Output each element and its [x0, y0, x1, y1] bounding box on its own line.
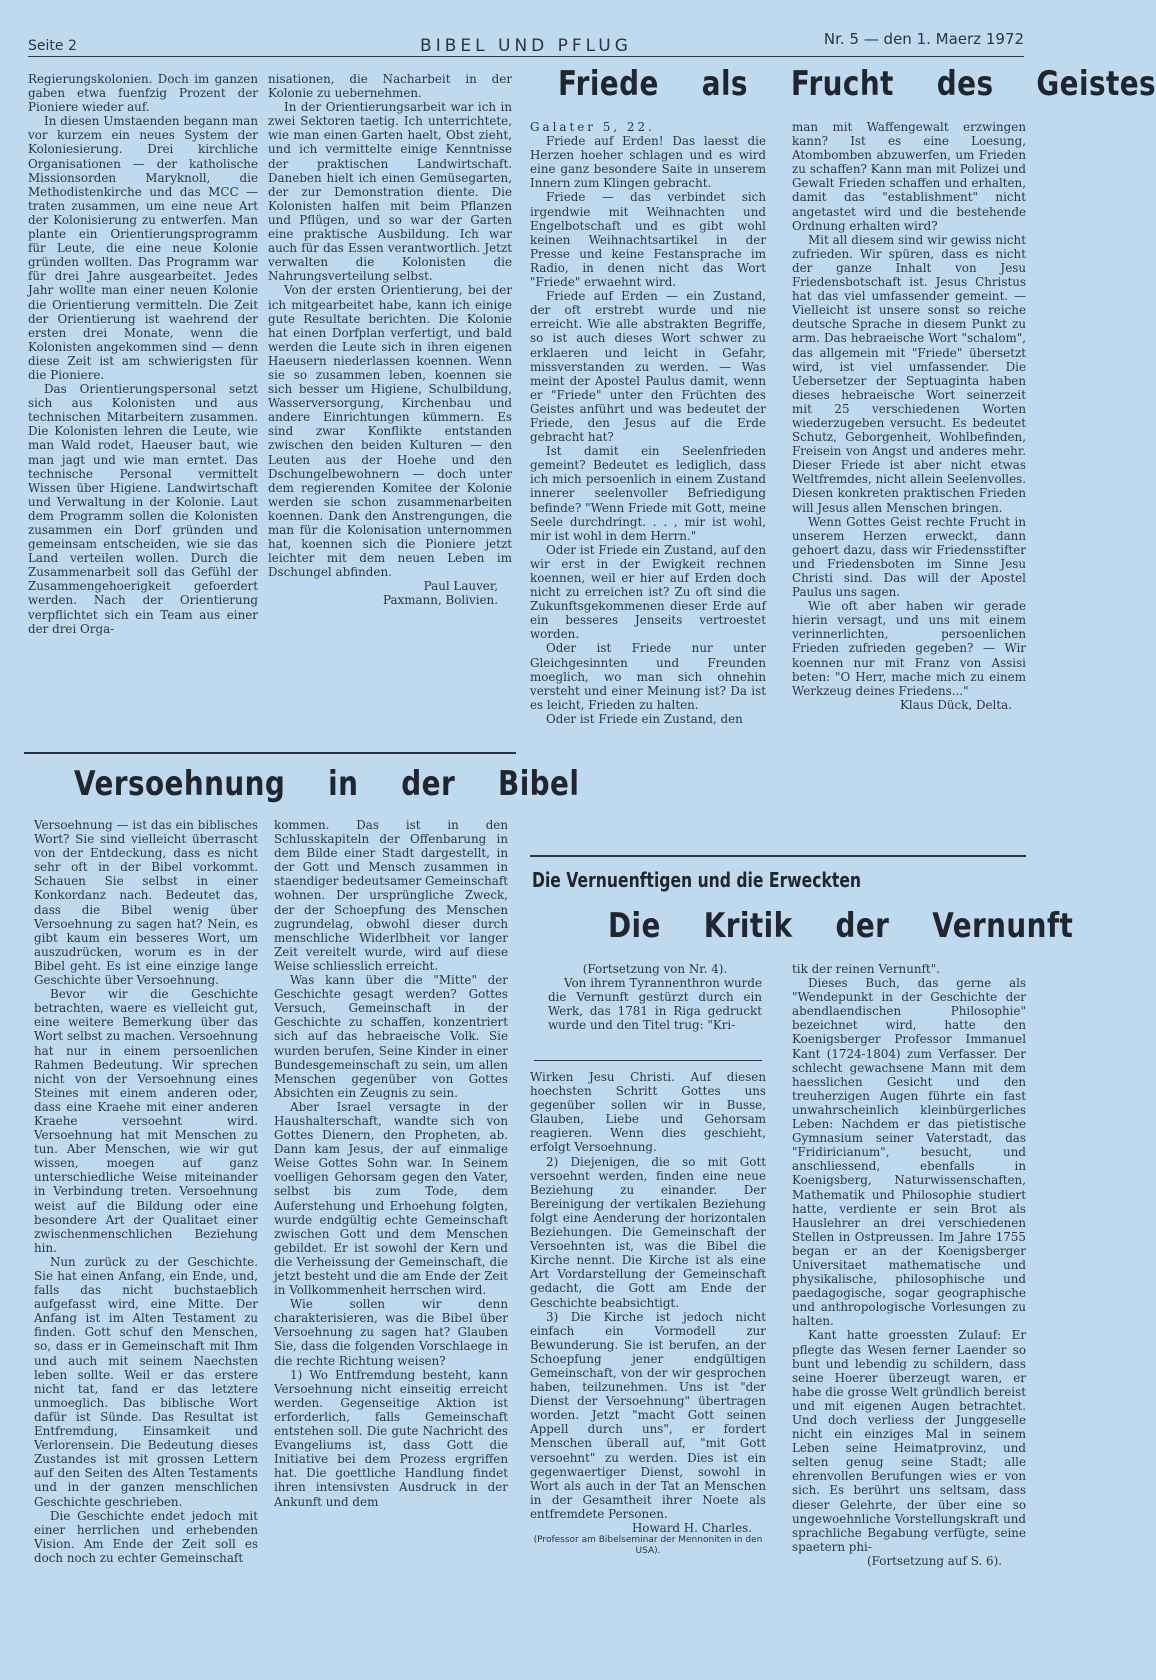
- paragraph: Friede auf Erden! Das laesst die Herzen hoeher schlagen und es wird eine ganz besondere Saite in unserem Innern zum Klingen gebracht.: [530, 134, 766, 191]
- author-note: (Professor am Bibelseminar der Mennoniten in den USA).: [533, 1535, 763, 1557]
- paragraph: Von der ersten Orientierung, bei der ich mitgearbeitet habe, kann ich einige gute Resultate berichten. Die Kolonie hat einen Dorfplan verfertigt, und bald werden die Leute sich in ihren eigenen Haeusern niederlassen koennen. Wenn sie so zusammen leben, koennen sie sich besser um Higiene, Schulbildung, Wasserversorgung, Kirchenbau und andere Einrichtungen kümmern. Es sind zwar Konflikte entstanden zwischen den beiden Kulturen — den Leuten aus der Hoehe und den Dschungelbewohnern — doch unter dem regierenden Komitee der Kolonie werden sie schon zusammenarbeiten koennen. Dank den Anstrengungen, die man für die Kolonisation unternommen hat, koennen sich die Pioniere jetzt leichter mit dem neuen Leben im Dschungel abfinden.: [268, 283, 512, 580]
- versoehnung-headline: Versoehnung in der Bibel: [74, 764, 580, 804]
- column-divider: [534, 1060, 762, 1061]
- paragraph: Was kann über die "Mitte" der Geschichte gesagt werden? Gottes Versuch, Gemeinschaft in der Geschichte zu schaffen, konzentriert sich auf das hebraeische Volk. Sie wurden berufen, Seine Kinder in einer Bundesgemeinschaft zu sein, um allen Menschen gegenüber von Gottes Absichten ein Zeugnis zu sein.: [274, 973, 508, 1100]
- paragraph: man mit Waffengewalt erzwingen kann? Ist es eine Loesung, Atombomben abzuwerfen, um Frieden zu schaffen? Kann man mit Polizei und Gewalt Frieden schaffen und erhalten, damit das "establishment" nicht angetastet wird und die bestehende Ordnung erhalten wird?: [792, 120, 1026, 233]
- paragraph: Wirken Jesu Christi. Auf diesen hoechsten Schritt Gottes uns gegenüber sollen wir in Busse, Glauben, Liebe und Gehorsam reagieren. Wenn dies geschieht, erfolgt Versoehnung.: [530, 1070, 766, 1155]
- paragraph: Versoehnung — ist das ein biblisches Wort? Sie sind vielleicht überrascht von der Entdeckung, dass es nicht sehr oft in der Bibel vorkommt. Schauen Sie selbst in einer Konkordanz nach. Bedeutet das, dass die Bibel wenig über Versoehnung zu sagen hat? Nein, es gibt kaum ein besseres Wort, um auszudrücken, worum es in der Bibel geht. Es ist eine einzige lange Geschichte über Versoehnung.: [34, 818, 258, 988]
- kolonie-column-1: [28, 72, 258, 744]
- page-number: Seite 2: [28, 38, 77, 54]
- paragraph: 1) Wo Entfremdung besteht, kann Versoehnung nicht einseitig erreicht werden. Gegenseitige Aktion ist erforderlich, falls Gemeinschaft entstehen soll. Die gute Nachricht des Evangeliums ist, dass Gott die Initiative bei dem Prozess ergriffen hat. Die goettliche Handlung findet ihren intensivsten Ausdruck in der Ankunft und dem: [274, 1367, 508, 1509]
- paragraph: Mit all diesem sind wir gewiss nicht zufrieden. Wir spüren, dass es nicht der ganze Inhalt von Jesu Friedensbotschaft ist. Jesus Christus hat das viel umfassender gemeint. — Vielleicht ist unsere sonst so reiche deutsche Sprache in diesem Punkt zu arm. Das hebraeische Wort "schalom", das allgemein mit "Friede" übersetzt wird, ist viel umfassender. Die Uebersetzer der Septuaginta haben dieses hebraeische Wort seinerzeit mit 25 verschiedenen Worten wiederzugeben versucht. Es bedeutet Schutz, Geborgenheit, Wohlbefinden, Freisein von Angst und anderes mehr. Dieser Friede ist aber nicht etwas Weltfremdes, nicht allein Seelenvolles. Diesen konkreten praktischen Frieden will Jesus allen Menschen bringen.: [792, 232, 1027, 515]
- paragraph: Oder ist Friede ein Zustand, auf den wir erst in der Ewigkeit rechnen koennen, weil er hier auf Erden doch nicht zu erreichen ist? Zu oft sind die Zukunftsgekommenen dieser Erde auf ein besseres Jenseits vertroestet worden.: [530, 542, 766, 642]
- paragraph: Wie oft aber haben wir gerade hierin versagt, und uns mit einem verinnerlichten, persoenlichen Frieden zufrieden gegeben? — Wir koennen nur mit Franz von Assisi beten: "O Herr, mache mich zu einem Werkzeug deines Friedens...": [792, 599, 1026, 698]
- friede-headline: Friede als Frucht des Geistes: [558, 64, 1156, 104]
- continued-note: (Fortsetzung auf S. 6).: [867, 1553, 1002, 1568]
- versoehnung-column-1: [34, 818, 258, 1656]
- versoehnung-column-2: [274, 818, 508, 1656]
- kritik-column-1: [548, 962, 762, 1050]
- versoehnung-column-3: [530, 1070, 766, 1660]
- paragraph: 2) Diejenigen, die so mit Gott versoehnt werden, finden eine neue Beziehung zu einander. Der Bereinigung der vertikalen Beziehung folgt eine Aenderung der horizontalen Beziehungen. Die Gemeinschaft der Versoehnten ist, was die Bibel die Kirche nennt. Die Kirche ist als eine Art Vordarstellung der Gemeinschaft gedacht, die Gott am Ende der Geschichte beabsichtigt.: [530, 1154, 766, 1310]
- kolonie-column-2: [268, 72, 512, 744]
- paragraph: Das Orientierungspersonal setzt sich aus Kolonisten und aus technischen Mitarbeitern zusammen. Die Kolonisten lehren die Leute, wie man Wald rodet, Haeuser baut, wie man jagt und wie man erntet. Das technische Personal vermittelt Wissen über Higiene. Landwirtschaft und Verwaltung in der Kolonie. Laut dem Programm sollen die Kolonisten zusammen ein Dorf gründen und gemeinsam entscheiden, wie sie das Land verteilen wollen. Durch die Zusammenarbeit soll das Gefühl der Zusammengehoerigkeit gefoerdert werden. Nach der Orientierung verpflichtet sich ein Team aus einer der drei Orga-: [28, 382, 258, 636]
- friede-column-1: [530, 120, 766, 845]
- author-place: Paxmann, Bolivien.: [383, 593, 498, 608]
- paragraph: Ist damit ein Seelenfrieden gemeint? Bedeutet es lediglich, dass ich mich persoenlich in einem Zustand innerer seelenvoller Befriedigung befinde? "Wenn Friede mit Gott, meine Seele durchdringt. . . , mir ist wohl, mir ist wohl in dem Herrn.": [530, 444, 766, 543]
- paragraph: Friede auf Erden — ein Zustand, der oft erstrebt wurde und nie erreicht. Wie alle abstrakten Begriffe, so ist auch dieses Wort schwer zu erklaeren und leicht in Gefahr, missverstanden zu werden. — Was meint der Apostel Paulus damit, wenn er "Friede" unter den Früchten des Geistes anführt und was bedeutet der Friede, den Jesus auf die Erde gebracht hat?: [530, 289, 766, 445]
- paragraph: tik der reinen Vernunft".: [792, 962, 940, 976]
- paragraph: Oder ist Friede ein Zustand, den: [546, 711, 743, 726]
- paragraph: Nun zurück zu der Geschichte. Sie hat einen Anfang, ein Ende, und, falls das nicht buchstaeblich aufgefasst wird, eine Mitte. Der Anfang ist im Alten Testament zu finden. Gott schuf den Menschen, so, dass er in Gemeinschaft mit Ihm und auch mit seinem Naechsten leben sollte. Weil er das erstere nicht tat, fand er das letztere unmoeglich. Das biblische Wort dafür ist Sünde. Das Resultat ist Entfremdung, Einsamkeit und Verlorensein. Die Bedeutung dieses Zustandes ist mit grossen Lettern auf den Seiten des Alten Testaments und in der ganzen menschlichen Geschichte geschrieben.: [34, 1254, 258, 1509]
- paragraph: In diesen Umstaenden begann man vor kurzem ein neues System der Koloniesierung. Drei kirchliche Organisationen — der katholische Missionsorden Maryknoll, die Methodistenkirche und das MCC — traten zusammen, um eine neue Art der Kolonisierung zu entwerfen. Man plante ein Orientierungsprogramm für Leute, die eine neue Kolonie gründen wollten. Das Programm war für drei Jahre ausgearbeitet. Jedes Jahr wollte man einer neuen Kolonie die Orientierung vermitteln. Die Zeit der Orientierung ist waehrend der ersten drei Monate, wenn die Kolonisten angekommen sind — denn diese Zeit ist am schwierigsten für die Pioniere.: [28, 114, 258, 382]
- paragraph: Friede — das verbindet sich irgendwie mit Weihnachten und Engelbotschaft und es gibt wohl keinen Weihnachtsartikel in der Presse und keine Festansprache im Radio, in denen nicht das Wort "Friede" erwaehnt wird.: [530, 190, 766, 290]
- page-header: [28, 30, 1024, 57]
- author-signature: Howard H. Charles.: [631, 1521, 752, 1535]
- section-divider: [24, 752, 516, 754]
- masthead-title: BIBEL UND PFLUG: [420, 36, 632, 56]
- paragraph: Oder ist Friede nur unter Gleichgesinnten und Freunden moeglich, wo man sich ohnehin versteht und einer Meinung ist? Da ist es leicht, Frieden zu halten.: [530, 641, 766, 712]
- kritik-column-2: [792, 962, 1026, 1660]
- paragraph: Wenn Gottes Geist rechte Frucht in unserem Herzen erweckt, dann gehoert dazu, dass wir Friedensstifter und Friedensboten im Sinne Jesu Christi sind. Das will der Apostel Paulus uns sagen.: [792, 514, 1026, 600]
- continuation-note: (Fortsetzung von Nr. 4).: [582, 962, 728, 976]
- paragraph: 3) Die Kirche ist jedoch nicht einfach ein Vormodell zur Bewunderung. Sie ist berufen, an der Schoepfung jener endgültigen Gemeinschaft, von der wir gesprochen haben, teilzunehmen. Uns ist "der Dienst der Versoehnung" übertragen worden. Jetzt "macht Gott seinen Appell durch uns", er fordert Menschen überall auf, "mit Gott versoehnt" zu werden. Dies ist ein gegenwaertiger Dienst, sowohl in Wort als auch in der Tat an Menschen in der Gesamtheit ihrer Noete als entfremdete Personen.: [530, 1309, 766, 1521]
- paragraph: Kant hatte groessten Zulauf: Er pflegte das Wesen ferner Laender so bunt und lebendig zu schildern, dass seine Hoerer überzeugt waren, er habe die grosse Welt gründlich bereist und mit eigenen Augen betrachtet. Und doch verliess der Junggeselle nicht ein einziges Mal in seinem Leben seine Heimatprovinz, und selten genug seine Stadt; alle ehrenvollen Berufungen wies er von sich. Es berührt uns seltsam, dass dieser Gelehrte, der über eine so ungewoehnliche Vorstellungskraft und sprachliche Begabung verfügte, seine spaetern phi-: [792, 1328, 1026, 1554]
- paragraph: Von ihrem Tyrannenthron wurde die Vernunft gestürzt durch ein Werk, das 1781 in Riga gedruckt wurde und den Titel trug: "Kri-: [548, 976, 762, 1033]
- issue-date: Nr. 5 — den 1. Maerz 1972: [823, 30, 1024, 48]
- kritik-headline: Die Kritik der Vernunft: [608, 906, 1074, 946]
- paragraph: Die Geschichte endet jedoch mit einer herrlichen und erhebenden Vision. Am Ende der Zeit soll es doch noch zu echter Gemeinschaft: [34, 1508, 258, 1565]
- paragraph: Dieses Buch, das gerne als "Wendepunkt in der Geschichte der abendlaendischen Philosophie" bezeichnet wird, hatte den Koenigsberger Professor Immanuel Kant (1724-1804) zum Verfasser. Der schlecht gewachsene Mann mit dem haesslichen Gesicht und den treuherzigen Augen führte ein fast unwahrscheinlich kleinbürgerliches Leben: Nachdem er das pietistische Gymnasium seiner Vaterstadt, das "Fridiricianum", besucht, und anschliessend, ebenfalls in Koenigsberg, Naturwissenschaften, Mathematik und Philosophie studiert hatte, verdiente er sein Brot als Hauslehrer an drei verschiedenen Stellen in Ostpreussen. Im Jahre 1755 began er an der Koenigsberger Universitaet mathematische und physikalische, philosophische und paedagogische, sogar geographische und anthropologische Vorlesungen zu halten.: [792, 976, 1026, 1329]
- author-signature: Klaus Dück, Delta.: [900, 697, 1012, 712]
- author-signature: Paul Lauver,: [423, 579, 498, 594]
- paragraph: Regierungskolonien. Doch im ganzen gaben etwa fuenfzig Prozent der Pioniere wieder auf.: [28, 72, 258, 115]
- paragraph: In der Orientierungsarbeit war ich in zwei Sektoren taetig. Ich unterrichtete, wie man einen Garten haelt, Obst zieht, und ich vermittelte einige Kenntnisse der praktischen Landwirtschaft. Daneben hielt ich einen Gemüsegarten, der zur Demonstration diente. Die Kolonisten halfen mit beim Pflanzen und Pflügen, und so war der Garten eine praktische Ausbildung. Ich war auch für das Essen verantwortlich. Jetzt verwalten die Kolonisten die Nahrungsverteilung selbst.: [268, 100, 512, 284]
- paragraph: Aber Israel versagte in der Haushalterschaft, wandte sich von Gottes Dienern, den Propheten, ab. Dann kam Jesus, der auf einmalige Weise Gottes Sohn war. In Seinem voelligen Gehorsam gegen den Vater, selbst bis zum Tode, dem Auferstehung und Erhoehung folgten, wurde endgültig echte Gemeinschaft zwischen Gott und dem Menschen gebildet. Er ist sowohl der Kern und die Verheissung der Gemeinschaft, die jetzt besteht und die am Ende der Zeit in Vollkommenheit herrschen wird.: [274, 1099, 508, 1298]
- section-divider: [530, 855, 1026, 857]
- friede-column-2: [792, 120, 1026, 845]
- paragraph: nisationen, die Nacharbeit in der Kolonie zu uebernehmen.: [268, 72, 512, 101]
- kritik-kicker: Die Vernuenftigen und die Erweckten: [532, 868, 862, 892]
- paragraph: Wie sollen wir denn charakterisieren, was die Bibel über Versoehnung zu sagen hat? Glauben Sie, dass die folgenden Vorschlaege in die rechte Richtung weisen?: [274, 1297, 508, 1368]
- paragraph: kommen. Das ist in den Schlusskapiteln der Offenbarung in dem Bilde einer Stadt dargestellt, in der Gott und Mensch zusammen in staendiger bedeutsamer Gemeinschaft wohnen. Der ursprüngliche Zweck, der der Schoepfung des Menschen zugrundelag, obwohl dieser durch menschliche Widerlbheit vor langer Zeit vereitelt wurde, wird auf diese Weise schliesslich erreicht.: [274, 818, 508, 973]
- bible-reference: Galater 5, 22.: [530, 120, 655, 134]
- paragraph: Bevor wir die Geschichte betrachten, waere es vielleicht gut, eine weitere Bemerkung über das Wort selbst zu machen. Versoehnung hat nur in einem persoenlichen Rahmen Bedeutung. Wir sprechen nicht von der Versoehnung eines Steines mit einem anderen oder, dass eine Kraehe mit einer anderen Kraehe versoehnt wird. Versoehnung hat mit Menschen zu tun. Aber Menschen, wie wir gut wissen, moegen auf ganz unterschiedliche Weise miteinander in Verbindung treten. Versoehnung weist auf die Bildung oder eine besondere Art der Qualitaet einer zwischenmenschlichen Beziehung hin.: [34, 987, 258, 1255]
